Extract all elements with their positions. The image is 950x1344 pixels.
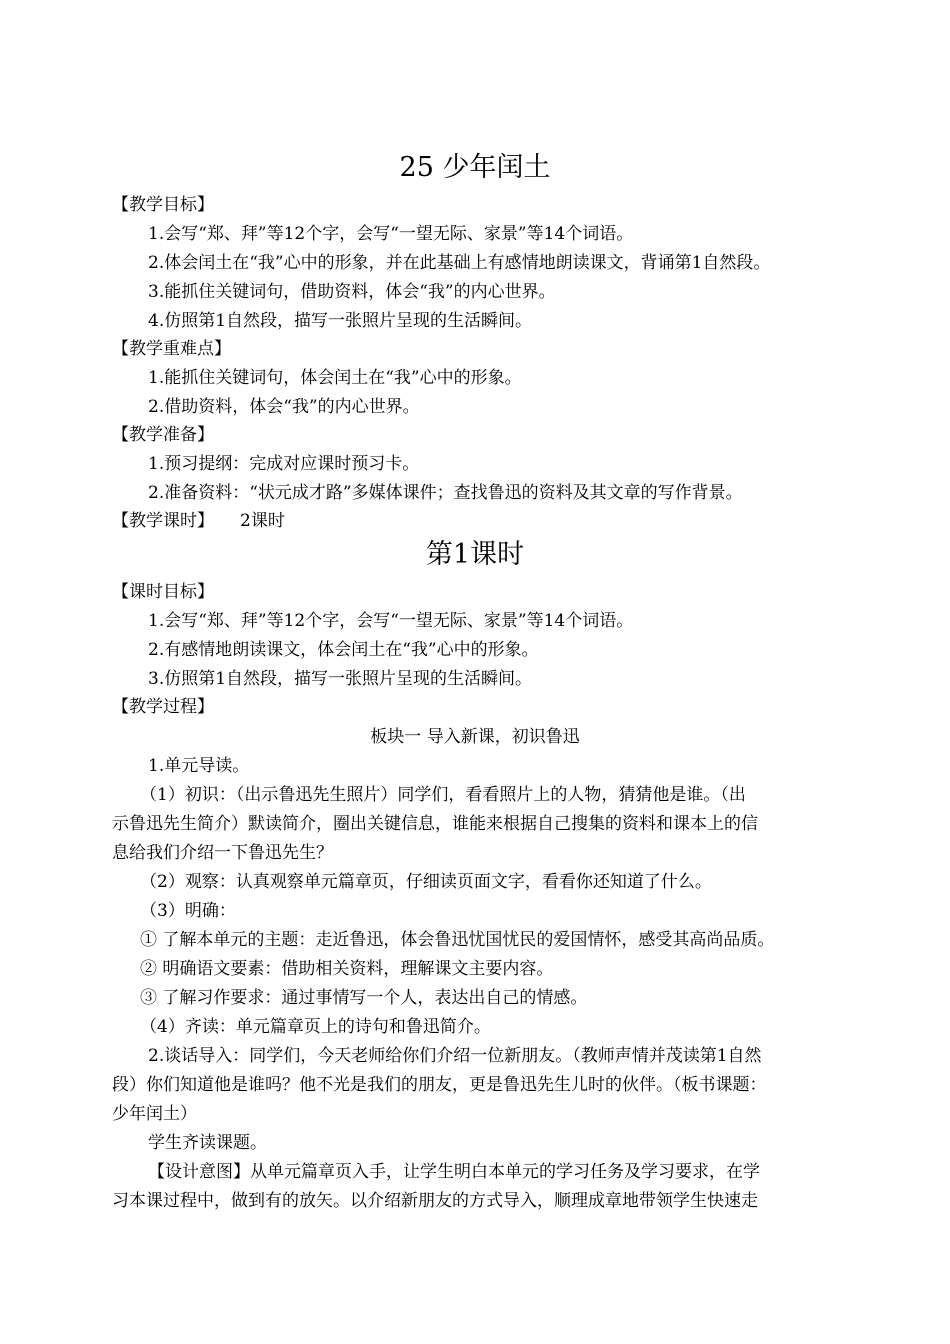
step-2-line: 段）你们知道他是谁吗？他不光是我们的朋友，更是鲁迅先生儿时的伙伴。（板书课题： xyxy=(112,1075,767,1095)
key-point-item: 2.借助资料，体会“我”的内心世界。 xyxy=(148,397,420,417)
paragraph-line: 示鲁迅先生简介）默读简介，圈出关键信息，谁能来根据自己搜集的资料和课本上的信 xyxy=(112,814,758,834)
objective-item: 1.会写“郑、拜”等12个字，会写“一望无际、家景”等14个词语。 xyxy=(148,224,634,244)
key-points-heading: 【教学重难点】 xyxy=(112,339,231,359)
hours-heading: 【教学课时】 xyxy=(112,511,214,531)
preparation-heading: 【教学准备】 xyxy=(112,425,214,445)
observe-line: （2）观察：认真观察单元篇章页，仔细读页面文字，看看你还知道了什么。 xyxy=(140,872,712,892)
step-2-line: 2.谈话导入：同学们，今天老师给你们介绍一位新朋友。（教师声情并茂读第1自然 xyxy=(148,1046,762,1066)
lesson-goals-heading: 【课时目标】 xyxy=(112,582,214,602)
clarify-item: ③ 了解习作要求：通过事情写一个人，表达出自己的情感。 xyxy=(140,988,588,1008)
lesson-goal-item: 2.有感情地朗读课文，体会闰土在“我”心中的形象。 xyxy=(148,640,539,660)
paragraph-line: 息给我们介绍一下鲁迅先生？ xyxy=(112,843,333,863)
design-intent-line: 习本课过程中，做到有的放矢。以介绍新朋友的方式导入，顺理成章地带领学生快速走 xyxy=(112,1191,758,1211)
read-aloud-line: （4）齐读：单元篇章页上的诗句和鲁迅简介。 xyxy=(140,1017,491,1037)
page-title: 25 少年闰土 xyxy=(399,152,551,183)
paragraph-line: （1）初识：（出示鲁迅先生照片）同学们，看看照片上的人物，猜猜他是谁。（出 xyxy=(140,785,746,805)
clarify-item: ① 了解本单元的主题：走近鲁迅，体会鲁迅忧国忧民的爱国情怀，感受其高尚品质。 xyxy=(140,930,775,950)
section-title: 板块一 导入新课，初识鲁迅 xyxy=(370,727,580,747)
objective-item: 2.体会闰土在“我”心中的形象，并在此基础上有感情地朗读课文，背诵第1自然段。 xyxy=(148,253,771,273)
objective-item: 3.能抓住关键词句，借助资料，体会“我”的内心世界。 xyxy=(148,282,556,302)
step-1: 1.单元导读。 xyxy=(148,756,250,776)
lesson-title: 第1课时 xyxy=(425,539,525,570)
preparation-item: 1.预习提纲：完成对应课时预习卡。 xyxy=(148,454,420,474)
lesson-goal-item: 3.仿照第1自然段，描写一张照片呈现的生活瞬间。 xyxy=(148,669,533,689)
clarify-line: （3）明确： xyxy=(140,901,236,921)
lesson-goal-item: 1.会写“郑、拜”等12个字，会写“一望无际、家景”等14个词语。 xyxy=(148,611,634,631)
process-heading: 【教学过程】 xyxy=(112,697,214,717)
design-intent-line: 【设计意图】从单元篇章页入手，让学生明白本单元的学习任务及学习要求，在学 xyxy=(148,1162,760,1182)
preparation-item: 2.准备资料：“状元成才路”多媒体课件；查找鲁迅的资料及其文章的写作背景。 xyxy=(148,483,743,503)
objectives-heading: 【教学目标】 xyxy=(112,195,214,215)
clarify-item: ② 明确语文要素：借助相关资料，理解课文主要内容。 xyxy=(140,959,554,979)
objective-item: 4.仿照第1自然段，描写一张照片呈现的生活瞬间。 xyxy=(148,311,533,331)
hours-value: 2课时 xyxy=(240,511,285,531)
hours-row xyxy=(112,507,852,535)
read-title-line: 学生齐读课题。 xyxy=(148,1133,267,1153)
step-2-line: 少年闰土） xyxy=(112,1104,197,1124)
key-point-item: 1.能抓住关键词句，体会闰土在“我”心中的形象。 xyxy=(148,368,522,388)
